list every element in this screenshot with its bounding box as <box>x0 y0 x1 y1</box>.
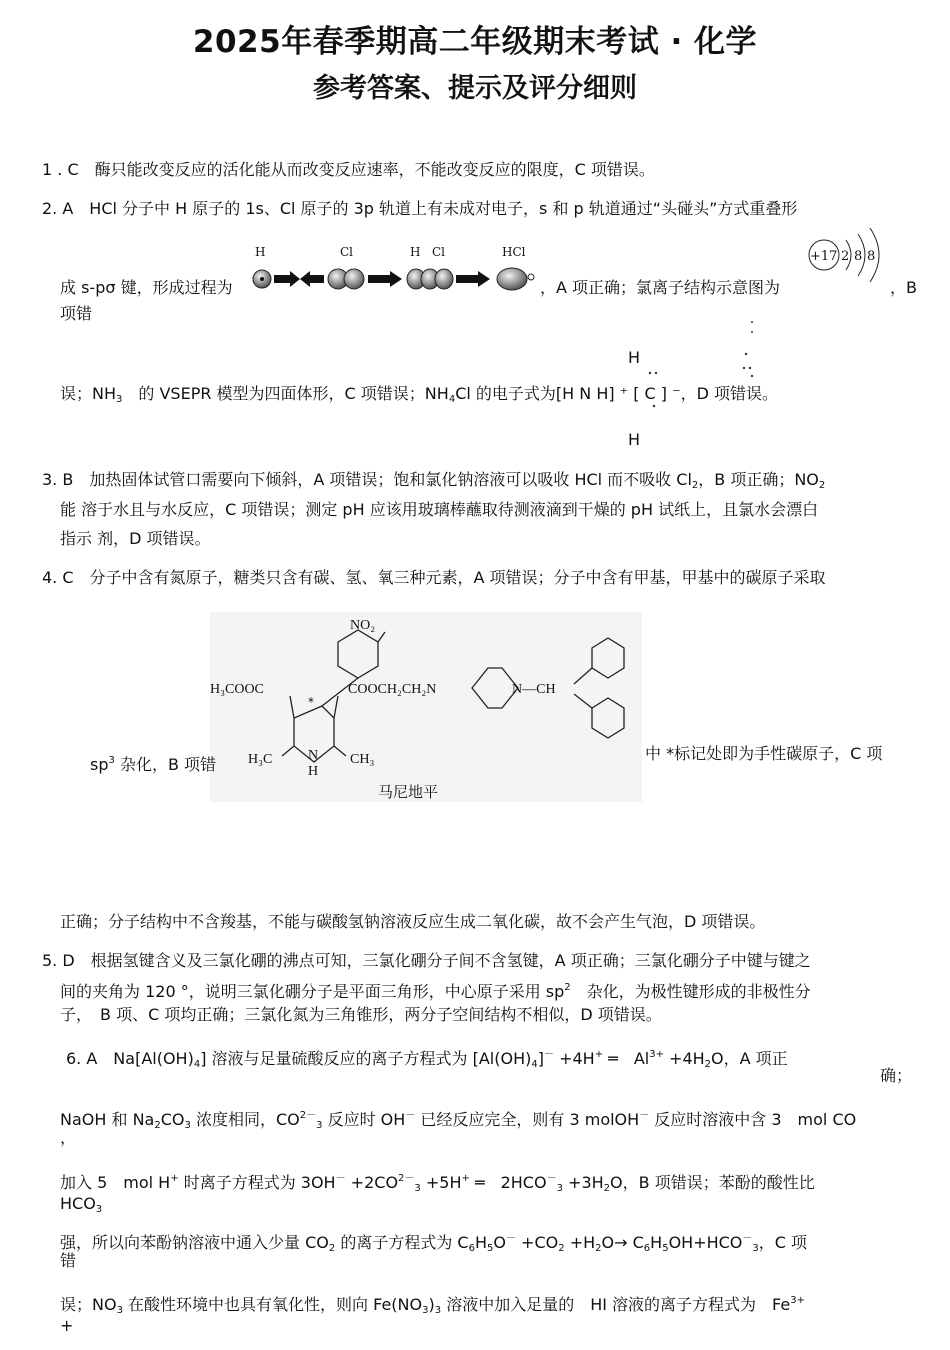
answer-1: 1 . C 酶只能改变反应的活化能从而改变反应速率，不能改变反应的限度，C 项错误。 <box>42 160 655 179</box>
chloride-core: +17 <box>810 249 838 264</box>
answer-2-line-2a: 成 s-pσ 键，形成过程为 <box>60 278 233 297</box>
answer-2-line-2c: ，B <box>890 278 917 297</box>
chloride-shell-3: 8 <box>867 249 876 264</box>
answer-6-line-1: 6. A $Na[Al(OH)_4]$ 溶液与足量硫酸反应的离子方程式为 $[Al(OH)_4]^- +4H^+$ ═ $Al^{3+} +4H_2O$，A 项正 <box>66 1049 788 1070</box>
chloride-shell-1: 2 <box>841 249 850 264</box>
answer-5-line-2: 间的夹角为 120 °，说明三氯化硼分子是平面三角形，中心原子采用 $sp^2$ 杂化，为极性键形成的非极性分 <box>60 982 811 1001</box>
page-title: 2025年春季期高二年级期末考试 · 化学 <box>192 24 758 60</box>
fig-nh-h: H <box>308 764 319 779</box>
fig-no2: NO₂ <box>350 618 376 633</box>
answer-6-line-4: 强，所以向苯酚钠溶液中通入少量 $CO_2$ 的离子方程式为 $C_6H_5O^- +CO_2 +H_2O\to C_6H_5OH+HCO^-_3$，C 项 <box>60 1233 808 1254</box>
fig-ch3-left: H₃C <box>248 752 273 767</box>
fig-ch3-right: CH₃ <box>350 752 375 767</box>
fig-ester-right: COOCH₂CH₂N <box>348 682 437 697</box>
answer-6-line-2g: ， <box>60 1128 77 1147</box>
orbital-label-cl2: Cl <box>432 245 446 259</box>
answer-4-line-1: 4. C 分子中含有氮原子，糖类只含有碳、氢、氧三种元素，A 项错误；分子中含有甲基，甲基中的碳原子采取 <box>42 568 826 587</box>
answer-2-line-3: 项错 <box>60 304 93 323</box>
answer-6-line-3h: $HCO_3$ <box>60 1194 103 1215</box>
orbital-label-cl: Cl <box>340 245 354 259</box>
answer-2-line-4: 误；$NH_3$ 的 VSEPR 模型为四面体形，C 项错误；$NH_4Cl$ 的电子式为[H N H] ⁺ [ C ] ⁻，D 项错误。 <box>60 384 778 405</box>
orbital-overlap-diagram <box>250 262 540 296</box>
electron-formula-h-bottom: H <box>628 430 641 449</box>
fig-chiral-star: * <box>308 695 314 709</box>
answer-6-line-3: 加入 5 mol H+ 时离子方程式为 $3OH^- +2CO^{2-}_3 +5H^+$ ═ $2HCO^-_3 +3H_2O$，B 项错误；苯酚的酸性比 <box>60 1173 815 1194</box>
fig-ester-left: H₃COOC <box>210 682 264 697</box>
electron-formula-h-top: H <box>628 348 641 367</box>
answer-6-line-5: 误；$NO_3$ 在酸性环境中也具有氧化性，则向 $Fe(NO_3)_3$ 溶液中加入足量的 HI 溶液的离子方程式为 $Fe^{3+}$ <box>60 1295 805 1316</box>
answer-6-line-1h: 确； <box>880 1066 913 1085</box>
answer-4-line-2c: 中 *标记处即为手性碳原子，C 项 <box>645 744 883 763</box>
answer-2-line-1: 2. A HCl 分子中 H 原子的 1s、Cl 原子的 3p 轨道上有未成对电子，s 和 p 轨道通过“头碰头”方式重叠形 <box>42 199 798 218</box>
answer-5-line-3: 子， B 项、C 项均正确；三氯化氮为三角锥形，两分子空间结构不相似，D 项错误。 <box>60 1005 662 1024</box>
answer-6-line-6: + <box>60 1316 74 1335</box>
orbital-label-h: H <box>255 245 266 259</box>
answer-6-line-2: NaOH 和 $Na_2CO_3$ 浓度相同，$CO^{2-}_3$ 反应时 OH－ 已经反应完全，则有 3 molOH－ 反应时溶液中含 3 mol CO <box>60 1110 857 1131</box>
fig-caption: 马尼地平 <box>378 783 439 801</box>
orbital-label-h2: H <box>410 245 421 259</box>
answer-3-line-1: 3. B 加热固体试管口需要向下倾斜，A 项错误；饱和氯化钠溶液可以吸收 HCl 而不吸收 $Cl_2$，B 项正确；$NO_2$ <box>42 470 826 491</box>
manidipine-structure-figure <box>210 612 642 802</box>
answer-6-line-4k: 错 <box>60 1251 77 1270</box>
electron-formula: [H N H] ⁺ [ C ] ⁻ <box>555 384 681 403</box>
answer-5-line-1: 5. D 根据氢键含义及三氯化硼的沸点可知，三氯化硼分子间不含氢键，A 项正确；三氯化硼分子中键与键之 <box>42 951 811 970</box>
answer-4-line-2a: $sp^3$ 杂化，B 项错 <box>90 755 217 774</box>
manidipine-structure-svg <box>210 612 642 802</box>
page-subtitle: 参考答案、提示及评分细则 <box>313 73 637 104</box>
fig-nh-n: N <box>308 748 319 763</box>
electron-dots <box>640 318 760 418</box>
orbital-label-hcl: HCl <box>502 245 526 259</box>
answer-4-line-3: 正确；分子结构中不含羧基，不能与碳酸氢钠溶液反应生成二氧化碳，故不会产生气泡，D 项错误。 <box>60 912 766 931</box>
answer-2-line-2b: ，A 项正确；氯离子结构示意图为 <box>540 278 781 297</box>
fig-n-ch: N—CH <box>512 682 556 697</box>
answer-3-line-2: 能 溶于水且与水反应，C 项错误；测定 pH 应该用玻璃棒蘸取待测液滴到干燥的 pH 试纸上，且氯水会漂白 <box>60 500 819 519</box>
answer-3-line-3: 指示 剂，D 项错误。 <box>60 529 211 548</box>
chloride-shell-2: 8 <box>854 249 863 264</box>
